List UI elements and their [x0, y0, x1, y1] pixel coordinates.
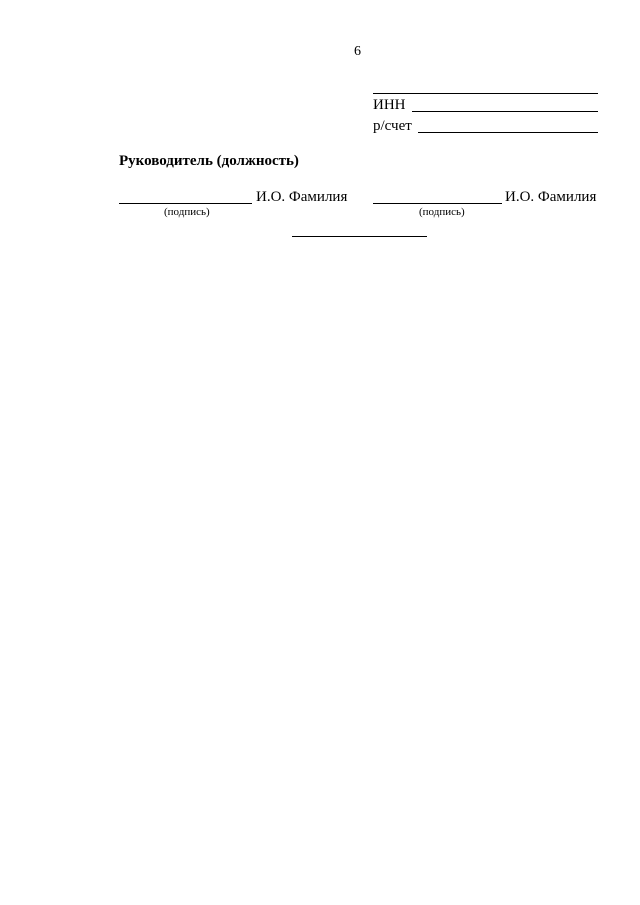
signatory-name-right: И.О. Фамилия	[505, 189, 597, 205]
signature-line-right	[373, 203, 502, 204]
inn-label: ИНН	[373, 97, 406, 113]
signatory-name-left: И.О. Фамилия	[256, 189, 348, 205]
page-number: 6	[354, 44, 361, 59]
inn-line	[412, 111, 598, 112]
signature-line-left	[119, 203, 252, 204]
signature-caption-right: (подпись)	[419, 206, 465, 218]
closing-divider	[292, 236, 427, 237]
position-heading: Руководитель (должность)	[119, 153, 299, 169]
signature-caption-left: (подпись)	[164, 206, 210, 218]
requisites-top-line	[373, 93, 598, 94]
account-label: р/счет	[373, 118, 412, 134]
account-line	[418, 132, 598, 133]
